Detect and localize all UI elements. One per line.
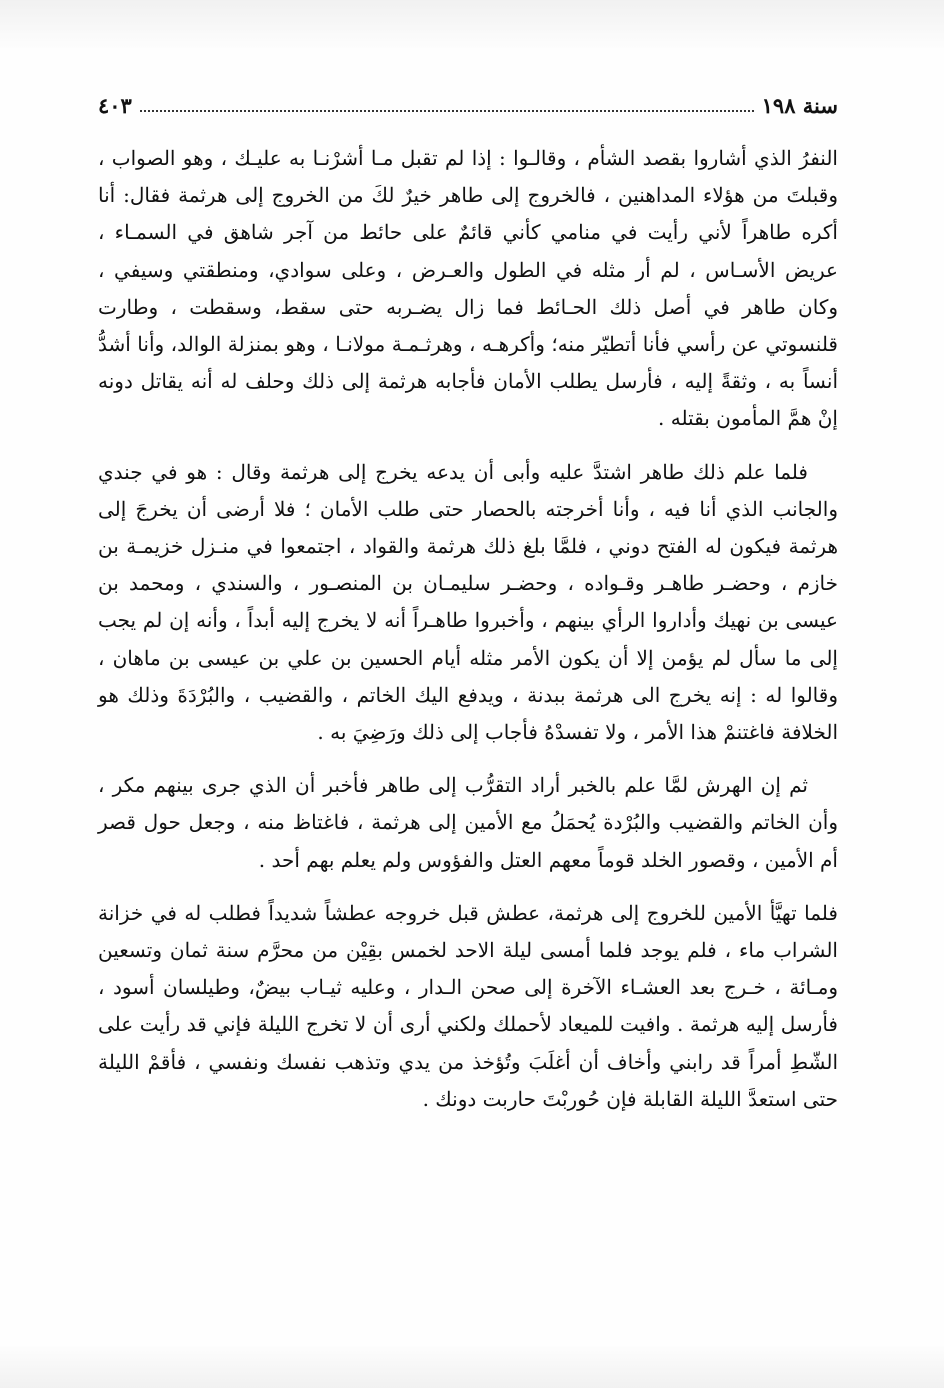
paragraph-2: فلما علم ذلك طاهر اشتدَّ عليه وأبى أن يدعه يخرج إلى هرثمة وقال : هو في جندي والجانب الذي أنا فيه ، وأنا أخرجته بالحصار حتى طلب الأمان ؛ فلا أرضى أن يخرجَ إلى هرثمة فيكون له الفتح دوني ، فلمَّا بلغ ذلك هرثمة والقواد ، اجتمعوا في منـزل خزيمـة بن خازم ، وحضـر طاهـر وقـواده ، وحضـر سليمـان بن المنصـور ، والسندي ، ومحمد بن عيسى بن نهيك وأداروا الرأي بينهم ، وأخبروا طاهـراً أنه لا يخرج إليه أبداً ، وأنه إن لم يجب إلى ما سأل لم يؤمن إلا أن يكون الأمر مثله أيام الحسين بن علي بن عيسى بن ماهان ، وقالوا له : إنه يخرج الى هرثمة ببدنة ، ويدفع اليك الخاتم ، والقضيب ، والبُرْدَةَ وذلك هو الخلافة فاغتنمْ هذا الأمر ، ولا تفسدْهُ فأجاب إلى ذلك ورَضِيَ به . <box>98 459 838 745</box>
header-leader-dots <box>140 98 754 112</box>
scan-edge-top <box>0 0 944 48</box>
header-year: سنة ١٩٨ <box>761 92 838 118</box>
body-text <box>98 140 838 1134</box>
paragraph-1: النفرُ الذي أشاروا بقصد الشأم ، وقالـوا : إذا لم تقبل مـا أشرْنـا به عليـك ، وهو الصواب ، وقبلتَ من هؤلاء المداهنين ، فالخروج إلى طاهر خيرٌ لكَ من الخروج إلى هرثمة فقال: أنا أكره طاهراً لأني رأيت في منامي كأني قائمٌ على حائط من آجر شاهق في السمـاء ، عريض الأسـاس ، لم أر مثله في الطول والعـرض ، وعلى سوادي، ومنطقتي وسيفي ، وكان طاهر في أصل ذلك الحـائط فما زال يضـربه حتى سقط، وسقطت ، وطارت قلنسوتي عن رأسي فأنا أتطيّر منه؛ وأكرهـه ، وهرثـمـة مولانـا ، وهو بمنزلة الوالد، وأنا أشدُّ أنساً به ، وثقةً إليه ، فأرسل يطلب الأمان فأجابه هرثمة إلى ذلك وحلف له أنه يقاتل دونه إنْ همَّ المأمون بقتله . <box>98 146 838 431</box>
running-header <box>98 88 838 122</box>
scan-edge-bottom <box>0 1346 944 1388</box>
paragraph-3: ثم إن الهرش لمَّا علم بالخبر أراد التقرُّب إلى طاهر فأخبر أن الذي جرى بينهم مكر ، وأن الخاتم والقضيب والبُرْدة يُحمَلُ مع الأمين إلى هرثمة ، فاغتاظ منه ، وجعل حول قصر أم الأمين ، وقصور الخلد قوماً معهم العتل والفؤوس ولم يعلم بهم أحد . <box>98 773 838 872</box>
paragraph-4: فلما تهيَّأ الأمين للخروج إلى هرثمة، عطش قبل خروجه عطشاً شديداً فطلب له في خزانة الشراب ماء ، فلم يوجد فلما أمسى ليلة الاحد لخمس بقِيْن من محرَّم سنة ثمان وتسعين ومـائة ، خـرج بعد العشـاء الآخرة إلى صحن الـدار ، وعليه ثيـاب بيضٌ، وطيلسان أسود ، فأرسل إليه هرثمة . وافيت للميعاد لأحملك ولكني أرى أن لا تخرج الليلة فإني قد رأيت على الشّطِ أمراً قد رابني وأخاف أن أغلَبَ وتُؤخذ من يدي وتذهب نفسك ونفسي ، فأقمْ الليلة حتى استعدَّ الليلة القابلة فإن حُوربْتَ حاربت دونك . <box>98 900 838 1111</box>
page-number: ٤٠٣ <box>98 92 132 118</box>
